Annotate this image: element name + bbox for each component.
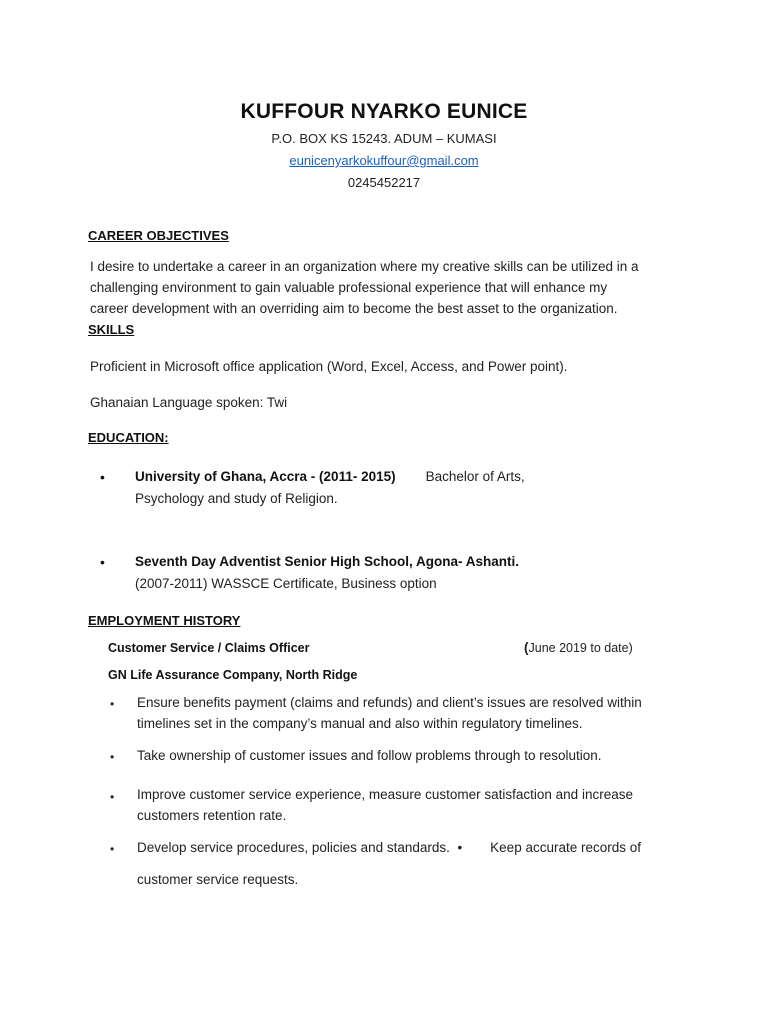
job-date-text: June 2019 to date) [528,641,633,655]
job-date-paren: ( [524,640,529,655]
education-detail-1: Psychology and study of Religion. [135,491,338,506]
email-link[interactable]: eunicenyarkokuffour@gmail.com [289,153,479,168]
applicant-name: KUFFOUR NYARKO EUNICE [240,100,528,123]
education-bullet-2: • [100,554,105,570]
duty-bullet-4: • [110,842,115,856]
employment-history-heading: EMPLOYMENT HISTORY [88,613,241,628]
education-heading: EDUCATION: [88,430,169,445]
duty-3-line-1: Improve customer service experience, measure customer satisfaction and increase [137,787,633,802]
education-school-2: Seventh Day Adventist Senior High School, Agona- Ashanti. [135,554,520,569]
duty-4-part-a: Develop service procedures, policies and standards. [137,840,450,855]
skills-heading: SKILLS [88,322,135,337]
career-objective-line-2: challenging environment to gain valuable professional experience that will enhance my [90,280,608,295]
duty-4-separator: • [457,840,463,855]
education-entry-1-line [135,469,525,484]
duty-3-line-2: customers retention rate. [137,808,287,823]
email-line [0,153,768,168]
duty-4-line-1 [137,840,641,855]
job-title: Customer Service / Claims Officer [108,641,310,655]
duty-4-part-b: Keep accurate records of [490,840,642,855]
career-objective-line-3: career development with an overriding aim to become the best asset to the organization. [90,301,618,316]
duty-1-line-1: Ensure benefits payment (claims and refunds) and client’s issues are resolved within [137,695,642,710]
skill-item-office: Proficient in Microsoft office application (Word, Excel, Access, and Power point). [90,359,568,374]
company-name: GN Life Assurance Company, North Ridge [108,668,358,682]
phone-number: 0245452217 [347,175,421,190]
education-school-1: University of Ghana, Accra - (2011- 2015) [135,469,396,484]
duty-2-line-1: Take ownership of customer issues and follow problems through to resolution. [137,748,602,763]
duty-4-line-2: customer service requests. [137,872,299,887]
address: P.O. BOX KS 15243. ADUM – KUMASI [271,131,497,146]
duty-bullet-2: • [110,750,115,764]
duty-1-line-2: timelines set in the company’s manual and also within regulatory timelines. [137,716,583,731]
duty-bullet-3: • [110,790,115,804]
education-degree-1: Bachelor of Arts, [425,469,525,484]
career-objectives-heading: CAREER OBJECTIVES [88,228,229,243]
education-bullet-1: • [100,469,105,485]
education-detail-2: (2007-2011) WASSCE Certificate, Business option [135,576,437,591]
career-objective-line-1: I desire to undertake a career in an organization where my creative skills can be utilized in a [90,259,639,274]
duty-bullet-1: • [110,697,115,711]
job-date [524,640,633,655]
skill-item-language: Ghanaian Language spoken: Twi [90,395,288,410]
